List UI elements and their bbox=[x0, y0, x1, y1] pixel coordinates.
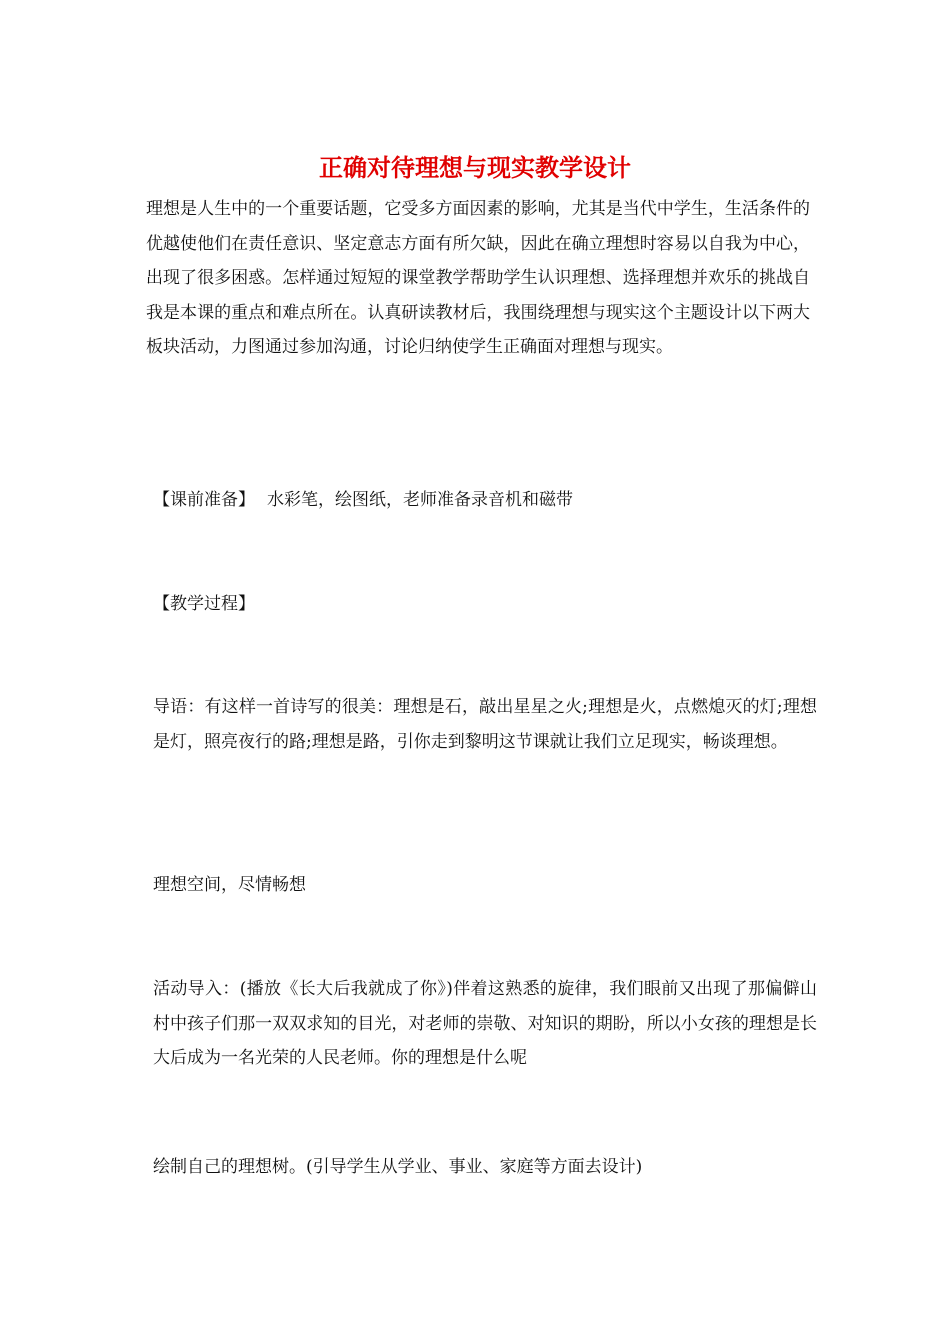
activity-paragraph: 活动导入：(播放《长大后我就成了你》)伴着这熟悉的旋律，我们眼前又出现了那偏僻山村中孩子们那一双双求知的目光，对老师的崇敬、对知识的期盼，所以小女孩的理想是长大后成为一名光荣的人民老师。你的理想是什么呢 bbox=[153, 979, 817, 1068]
document-title: 正确对待理想与现实教学设计 bbox=[319, 153, 631, 182]
intro-paragraph: 理想是人生中的一个重要话题，它受多方面因素的影响，尤其是当代中学生，生活条件的优越使他们在责任意识、坚定意志方面有所欠缺，因此在确立理想时容易以自我为中心，出现了很多困惑。怎样通过短短的课堂教学帮助学生认识理想、选择理想并欢乐的挑战自我是本课的重点和难点所在。认真研读教材后，我围绕理想与现实这个主题设计以下两大板块活动，力图通过参加沟通，讨论归纳使学生正确面对理想与现实。 bbox=[146, 199, 810, 357]
draw-task-paragraph: 绘制自己的理想树。(引导学生从学业、事业、家庭等方面去设计) bbox=[153, 1157, 643, 1177]
prep-label: 【课前准备】 bbox=[153, 490, 255, 510]
prep-text: 水彩笔，绘图纸，老师准备录音机和磁带 bbox=[267, 490, 573, 510]
guide-paragraph: 导语：有这样一首诗写的很美：理想是石，敲出星星之火;理想是火，点燃熄灭的灯;理想是灯，照亮夜行的路;理想是路，引你走到黎明这节课就让我们立足现实，畅谈理想。 bbox=[153, 697, 817, 752]
prep-paragraph bbox=[146, 483, 817, 518]
space-heading: 理想空间，尽情畅想 bbox=[153, 875, 306, 895]
process-label: 【教学过程】 bbox=[153, 594, 255, 614]
